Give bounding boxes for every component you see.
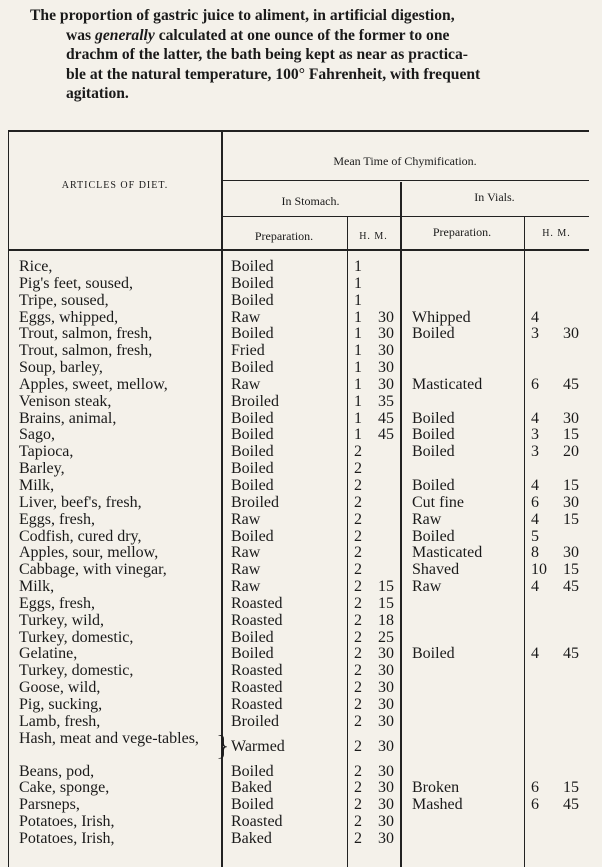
stomach-hours-cell: 2 <box>354 561 362 579</box>
intro-line-4: ble at the natural temperature, 100° Fahrenheit, with frequent <box>66 65 481 83</box>
stomach-preparation-cell: Boiled <box>231 359 274 377</box>
table-row <box>9 814 589 831</box>
vial-preparation-cell: Whipped <box>412 308 471 326</box>
vial-hours-cell: 4 <box>531 409 539 427</box>
stomach-preparation-cell: Raw <box>231 375 261 393</box>
stomach-preparation-cell: Boiled <box>231 426 274 444</box>
vial-minutes-cell: 15 <box>563 561 579 579</box>
table-row <box>9 360 589 377</box>
vial-preparation-cell: Cut fine <box>412 493 464 511</box>
article-cell: Venison steak, <box>19 392 112 410</box>
article-cell: Brains, animal, <box>19 409 117 427</box>
stomach-preparation-cell: Raw <box>231 578 261 596</box>
vial-hours-cell: 8 <box>531 544 539 562</box>
stomach-hours-cell: 1 <box>354 359 362 377</box>
stomach-preparation-cell: Boiled <box>231 645 274 663</box>
stomach-preparation-cell: Baked <box>231 830 272 847</box>
stomach-minutes-cell: 30 <box>378 796 394 814</box>
table-row <box>9 394 589 411</box>
stomach-hours-cell: 2 <box>354 544 362 562</box>
article-cell: Lamb, fresh, <box>19 712 101 730</box>
stomach-preparation-cell: Boiled <box>231 476 274 494</box>
stomach-preparation-cell: Boiled <box>231 291 274 309</box>
header-vials-hm: H. M. <box>542 228 571 239</box>
table-row <box>9 562 589 579</box>
vial-hours-cell: 4 <box>531 510 539 528</box>
stomach-minutes-cell: 30 <box>378 712 394 730</box>
vial-hours-cell: 6 <box>531 779 539 797</box>
stomach-minutes-cell: 30 <box>378 375 394 393</box>
vial-preparation-cell: Broken <box>412 779 460 797</box>
stomach-hours-cell: 2 <box>354 695 362 713</box>
article-cell: Potatoes, Irish, <box>19 813 115 831</box>
vial-preparation-cell: Boiled <box>412 645 455 663</box>
table-row <box>9 613 589 630</box>
stomach-minutes-cell: 30 <box>378 762 394 780</box>
table-row <box>9 731 589 764</box>
article-cell: Pig's feet, soused, <box>19 274 133 292</box>
table-row <box>9 377 589 394</box>
intro-line-3: drachm of the latter, the bath being kept as near as practica- <box>66 46 468 64</box>
table-row <box>9 411 589 428</box>
rule-under-subheaders <box>221 216 589 217</box>
stomach-minutes-cell: 30 <box>378 325 394 343</box>
vial-hours-cell: 4 <box>531 578 539 596</box>
article-cell: Potatoes, Irish, <box>19 830 115 847</box>
vial-minutes-cell: 45 <box>563 375 579 393</box>
stomach-minutes-cell: 30 <box>378 779 394 797</box>
table-row <box>9 697 589 714</box>
stomach-hours-cell: 1 <box>354 426 362 444</box>
stomach-hours-cell: 1 <box>354 409 362 427</box>
stomach-minutes-cell: 18 <box>378 611 394 629</box>
stomach-hours-cell: 2 <box>354 443 362 461</box>
stomach-preparation-cell: Broiled <box>231 493 279 511</box>
article-cell: Eggs, whipped, <box>19 308 119 326</box>
header-stomach-preparation: Preparation. <box>254 229 314 243</box>
stomach-preparation-cell: Raw <box>231 561 261 579</box>
vial-preparation-cell: Raw <box>412 578 442 596</box>
stomach-hours-cell: 2 <box>354 712 362 730</box>
vial-minutes-cell: 15 <box>563 510 579 528</box>
stomach-hours-cell: 2 <box>354 493 362 511</box>
article-cell: Hash, meat and vege-tables, <box>19 729 199 747</box>
article-cell: Cabbage, with vinegar, <box>19 561 167 579</box>
vial-minutes-cell: 30 <box>563 493 579 511</box>
article-cell: Trout, salmon, fresh, <box>19 325 153 343</box>
article-cell: Turkey, domestic, <box>19 628 134 646</box>
table-row <box>9 343 589 360</box>
stomach-minutes-cell: 30 <box>378 308 394 326</box>
stomach-preparation-cell: Roasted <box>231 662 283 680</box>
vial-minutes-cell: 15 <box>563 779 579 797</box>
vial-minutes-cell: 30 <box>563 325 579 343</box>
stomach-minutes-cell: 30 <box>378 359 394 377</box>
stomach-minutes-cell: 15 <box>378 594 394 612</box>
vial-hours-cell: 3 <box>531 443 539 461</box>
stomach-hours-cell: 2 <box>354 813 362 831</box>
table-row <box>9 310 589 327</box>
header-vials-preparation: Preparation. <box>432 225 492 239</box>
vial-preparation-cell: Boiled <box>412 426 455 444</box>
vial-hours-cell: 5 <box>531 527 539 545</box>
stomach-minutes-cell: 30 <box>378 679 394 697</box>
stomach-minutes-cell: 30 <box>378 813 394 831</box>
table-row <box>9 630 589 647</box>
stomach-preparation-cell: Boiled <box>231 460 274 478</box>
article-cell: Sago, <box>19 426 55 444</box>
article-cell: Tapioca, <box>19 443 74 461</box>
article-cell: Liver, beef's, fresh, <box>19 493 142 511</box>
table-row <box>9 495 589 512</box>
table-row <box>9 831 589 848</box>
stomach-hours-cell: 2 <box>354 460 362 478</box>
table-row <box>9 529 589 546</box>
table-row <box>9 646 589 663</box>
vial-preparation-cell: Boiled <box>412 527 455 545</box>
stomach-preparation-cell: Boiled <box>231 796 274 814</box>
article-cell: Milk, <box>19 476 55 494</box>
article-cell: Pig, sucking, <box>19 695 103 713</box>
vial-minutes-cell: 30 <box>563 544 579 562</box>
stomach-hours-cell: 1 <box>354 274 362 292</box>
table-row <box>9 797 589 814</box>
vial-minutes-cell: 45 <box>563 645 579 663</box>
article-cell: Milk, <box>19 578 55 596</box>
stomach-preparation-cell: Warmed <box>231 737 285 755</box>
stomach-preparation-cell: Boiled <box>231 762 274 780</box>
vial-hours-cell: 3 <box>531 426 539 444</box>
table-row <box>9 461 589 478</box>
table-row <box>9 512 589 529</box>
article-cell: Apples, sour, mellow, <box>19 544 159 562</box>
article-cell: Barley, <box>19 460 65 478</box>
stomach-hours-cell: 2 <box>354 510 362 528</box>
vial-preparation-cell: Shaved <box>412 561 460 579</box>
stomach-minutes-cell: 30 <box>378 737 394 755</box>
vial-hours-cell: 6 <box>531 493 539 511</box>
stomach-hours-cell: 2 <box>354 476 362 494</box>
article-cell: Rice, <box>19 258 53 275</box>
stomach-minutes-cell: 30 <box>378 342 394 360</box>
stomach-preparation-cell: Roasted <box>231 679 283 697</box>
intro-line-2-rest: calculated at one ounce of the former to one <box>158 26 450 44</box>
stomach-hours-cell: 2 <box>354 645 362 663</box>
stomach-preparation-cell: Roasted <box>231 695 283 713</box>
stomach-preparation-cell: Boiled <box>231 409 274 427</box>
stomach-preparation-cell: Broiled <box>231 712 279 730</box>
table-row <box>9 444 589 461</box>
stomach-minutes-cell: 45 <box>378 426 394 444</box>
table-row <box>9 259 589 276</box>
stomach-preparation-cell: Broiled <box>231 392 279 410</box>
stomach-hours-cell: 2 <box>354 762 362 780</box>
article-cell: Trout, salmon, fresh, <box>19 342 153 360</box>
article-cell: Goose, wild, <box>19 679 101 697</box>
article-cell: Parsneps, <box>19 796 80 814</box>
article-cell: Turkey, wild, <box>19 611 105 629</box>
stomach-hours-cell: 1 <box>354 375 362 393</box>
stomach-hours-cell: 1 <box>354 291 362 309</box>
header-in-stomach: In Stomach. <box>281 194 340 208</box>
stomach-preparation-cell: Raw <box>231 510 261 528</box>
stomach-preparation-cell: Roasted <box>231 813 283 831</box>
article-cell: Codfish, cured dry, <box>19 527 142 545</box>
stomach-minutes-cell: 30 <box>378 645 394 663</box>
vial-hours-cell: 10 <box>531 561 547 579</box>
intro-line-1: The proportion of gastric juice to aliment, in artificial digestion, <box>30 7 455 24</box>
header-articles: ARTICLES OF DIET. <box>61 180 169 191</box>
stomach-preparation-cell: Roasted <box>231 611 283 629</box>
vial-preparation-cell: Mashed <box>412 796 463 814</box>
vial-hours-cell: 6 <box>531 375 539 393</box>
stomach-hours-cell: 2 <box>354 527 362 545</box>
table-row <box>9 427 589 444</box>
article-cell: Eggs, fresh, <box>19 594 95 612</box>
intro-line-2-prefix: was <box>66 26 92 44</box>
stomach-preparation-cell: Boiled <box>231 443 274 461</box>
vial-minutes-cell: 30 <box>563 409 579 427</box>
table-row <box>9 579 589 596</box>
stomach-preparation-cell: Boiled <box>231 258 274 275</box>
stomach-preparation-cell: Raw <box>231 544 261 562</box>
stomach-hours-cell: 1 <box>354 342 362 360</box>
table-row <box>9 780 589 797</box>
vial-minutes-cell: 45 <box>563 578 579 596</box>
stomach-minutes-cell: 30 <box>378 830 394 847</box>
header-stomach-hm: H. M. <box>359 231 388 242</box>
vial-preparation-cell: Masticated <box>412 544 483 562</box>
article-cell: Turkey, domestic, <box>19 662 134 680</box>
stomach-hours-cell: 2 <box>354 830 362 847</box>
table-row <box>9 714 589 731</box>
table-body <box>9 259 589 848</box>
stomach-minutes-cell: 15 <box>378 578 394 596</box>
stomach-minutes-cell: 35 <box>378 392 394 410</box>
stomach-hours-cell: 1 <box>354 392 362 410</box>
vial-minutes-cell: 15 <box>563 476 579 494</box>
stomach-hours-cell: 2 <box>354 628 362 646</box>
stomach-preparation-cell: Baked <box>231 779 272 797</box>
stomach-hours-cell: 2 <box>354 796 362 814</box>
article-cell: Gelatine, <box>19 645 78 663</box>
stomach-preparation-cell: Boiled <box>231 274 274 292</box>
article-cell: Cake, sponge, <box>19 779 110 797</box>
table-row <box>9 545 589 562</box>
stomach-hours-cell: 2 <box>354 662 362 680</box>
vial-preparation-cell: Masticated <box>412 375 483 393</box>
stomach-hours-cell: 2 <box>354 578 362 596</box>
stomach-preparation-cell: Boiled <box>231 628 274 646</box>
vial-hours-cell: 4 <box>531 476 539 494</box>
stomach-preparation-cell: Raw <box>231 308 261 326</box>
table-row <box>9 293 589 310</box>
stomach-preparation-cell: Roasted <box>231 594 283 612</box>
rule-under-header <box>9 249 589 251</box>
table-row <box>9 596 589 613</box>
stomach-hours-cell: 1 <box>354 308 362 326</box>
brace-mark: } <box>216 730 230 762</box>
header-mean-time: Mean Time of Chymification. <box>333 154 477 168</box>
vial-minutes-cell: 45 <box>563 796 579 814</box>
stomach-hours-cell: 2 <box>354 679 362 697</box>
vial-hours-cell: 6 <box>531 796 539 814</box>
article-cell: Apples, sweet, mellow, <box>19 375 168 393</box>
intro-emphasis: generally <box>95 26 155 44</box>
stomach-hours-cell: 1 <box>354 258 362 275</box>
header-in-vials: In Vials. <box>474 190 515 204</box>
vial-hours-cell: 3 <box>531 325 539 343</box>
vial-preparation-cell: Boiled <box>412 443 455 461</box>
table-row <box>9 680 589 697</box>
stomach-minutes-cell: 45 <box>378 409 394 427</box>
vial-preparation-cell: Boiled <box>412 409 455 427</box>
stomach-hours-cell: 2 <box>354 737 362 755</box>
article-cell: Soup, barley, <box>19 359 103 377</box>
stomach-preparation-cell: Boiled <box>231 325 274 343</box>
rule-under-mean-time <box>221 180 589 181</box>
stomach-minutes-cell: 30 <box>378 695 394 713</box>
table-row <box>9 663 589 680</box>
article-cell: Beans, pod, <box>19 762 95 780</box>
stomach-hours-cell: 2 <box>354 594 362 612</box>
vial-preparation-cell: Boiled <box>412 325 455 343</box>
article-cell: Eggs, fresh, <box>19 510 95 528</box>
table-row <box>9 276 589 293</box>
intro-line-2 <box>30 26 575 46</box>
digestion-table <box>8 130 589 867</box>
intro-paragraph <box>30 6 575 104</box>
article-cell: Tripe, soused, <box>19 291 109 309</box>
stomach-hours-cell: 2 <box>354 611 362 629</box>
table-row <box>9 764 589 781</box>
vial-hours-cell: 4 <box>531 308 539 326</box>
vial-minutes-cell: 20 <box>563 443 579 461</box>
stomach-hours-cell: 2 <box>354 779 362 797</box>
vial-minutes-cell: 15 <box>563 426 579 444</box>
stomach-minutes-cell: 30 <box>378 662 394 680</box>
stomach-hours-cell: 1 <box>354 325 362 343</box>
intro-line-5: agitation. <box>66 85 129 103</box>
table-row <box>9 326 589 343</box>
vial-preparation-cell: Boiled <box>412 476 455 494</box>
stomach-preparation-cell: Fried <box>231 342 265 360</box>
vial-hours-cell: 4 <box>531 645 539 663</box>
table-row <box>9 478 589 495</box>
stomach-minutes-cell: 25 <box>378 628 394 646</box>
vial-preparation-cell: Raw <box>412 510 442 528</box>
stomach-preparation-cell: Boiled <box>231 527 274 545</box>
